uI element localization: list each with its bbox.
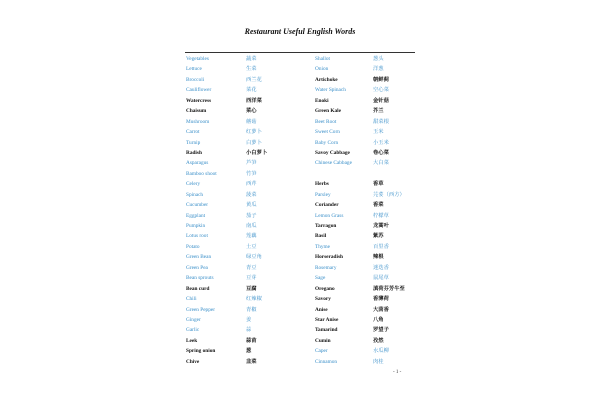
chinese-word: 大茴香	[373, 306, 389, 313]
chinese-word: 蒜	[246, 327, 252, 334]
chinese-word: 朝鲜蓟	[373, 76, 389, 83]
chinese-word: 百里香	[373, 243, 389, 250]
english-word: Ginger	[186, 316, 201, 323]
chinese-word: 肉桂	[373, 358, 384, 365]
word-row	[186, 231, 306, 241]
word-row	[315, 148, 435, 158]
chinese-word: 青豆	[246, 264, 257, 271]
chinese-word: 土豆	[246, 243, 257, 250]
english-word: Broccoli	[186, 76, 205, 83]
word-row	[315, 54, 435, 64]
word-row	[186, 242, 306, 252]
word-row	[186, 158, 306, 168]
english-word: Eggplant	[186, 212, 206, 219]
english-word: Spinach	[186, 191, 204, 198]
word-row	[186, 106, 306, 116]
chinese-word: 青椒	[246, 306, 257, 313]
word-row	[186, 273, 306, 283]
chinese-word: 韭菜	[246, 358, 257, 365]
word-row	[186, 96, 306, 106]
chinese-word: 洋葱	[373, 66, 384, 73]
chinese-word: 小白萝卜	[246, 149, 268, 156]
word-row	[186, 357, 306, 367]
english-word: Mushroom	[186, 118, 210, 125]
chinese-word: 葱	[246, 348, 252, 355]
word-row	[186, 127, 306, 137]
chinese-word: 水瓜柳	[373, 348, 389, 355]
word-row	[186, 221, 306, 231]
english-word: Horseradish	[315, 254, 343, 261]
english-word: Bean curd	[186, 285, 210, 292]
english-word: Lemon Grass	[315, 212, 344, 219]
page-title: Restaurant Useful English Words	[244, 27, 356, 36]
english-word: Bean sprouts	[186, 275, 214, 282]
english-word: Shallot	[315, 56, 331, 62]
chinese-word: 茄子	[246, 212, 257, 219]
chinese-word: 菠菜	[246, 191, 257, 198]
english-word: Lotus root	[186, 233, 208, 240]
english-word: Lettuce	[186, 66, 202, 73]
page-number: - 1 -	[393, 370, 402, 375]
english-word: Celery	[186, 181, 201, 188]
chinese-word: 迷迭香	[373, 264, 389, 271]
chinese-word: 大白菜	[373, 160, 389, 167]
chinese-word: 南瓜	[246, 223, 257, 229]
word-row	[315, 221, 435, 231]
chinese-word: 生菜	[246, 66, 257, 73]
chinese-word: 辣根	[373, 254, 384, 261]
chinese-word: 香薄荷	[373, 296, 389, 303]
chinese-word: 香菜	[373, 202, 384, 209]
english-word: Chinese Cabbage	[315, 160, 352, 167]
english-word: Chaisum	[186, 108, 207, 115]
english-word: Coriander	[315, 202, 339, 209]
english-word: Sweet Corn	[315, 129, 340, 136]
english-word: Sage	[315, 275, 326, 282]
english-word: Garlic	[186, 327, 200, 334]
chinese-word: 黄瓜	[246, 202, 257, 209]
english-word: Herbs	[315, 181, 329, 188]
english-word: Anise	[315, 306, 328, 313]
word-row	[315, 158, 435, 168]
english-word: Onion	[315, 66, 329, 73]
english-word: Basil	[315, 233, 327, 240]
word-row	[315, 85, 435, 95]
chinese-word: 孜然	[373, 337, 384, 344]
word-row	[315, 190, 435, 200]
word-row	[186, 64, 306, 74]
english-word: Star Anise	[315, 316, 339, 323]
chinese-word: 罗望子	[373, 327, 389, 334]
left-word-column	[186, 54, 306, 367]
english-word: Baby Corn	[315, 139, 339, 146]
word-row	[315, 325, 435, 335]
word-row	[186, 85, 306, 95]
english-word: Potato	[186, 243, 200, 250]
chinese-word: 姜	[246, 316, 252, 323]
word-row	[315, 252, 435, 262]
english-word: Turnip	[186, 139, 201, 146]
word-row	[315, 96, 435, 106]
word-row	[315, 315, 435, 325]
chinese-word: 蒜苗	[246, 337, 257, 344]
chinese-word: 八角	[373, 316, 384, 323]
word-row	[186, 284, 306, 294]
word-row	[315, 231, 435, 241]
word-row	[315, 294, 435, 304]
word-row	[186, 263, 306, 273]
word-row	[315, 200, 435, 210]
english-word: Cumin	[315, 337, 331, 344]
chinese-word: 甜菜根	[373, 118, 389, 125]
chinese-word: 卷心菜	[373, 149, 389, 156]
word-row	[315, 284, 435, 294]
chinese-word: 豆芽	[246, 275, 257, 282]
word-row	[315, 75, 435, 85]
chinese-word: 空心菜	[373, 87, 389, 94]
chinese-word: 葱头	[373, 56, 384, 62]
english-word: Bamboo shoot	[186, 170, 217, 177]
chinese-word: 西芹	[246, 181, 257, 188]
word-row	[186, 315, 306, 325]
word-row	[186, 200, 306, 210]
word-row	[186, 325, 306, 335]
word-row	[315, 346, 435, 356]
word-row	[315, 273, 435, 283]
chinese-word: 玉米	[373, 129, 384, 136]
word-row	[186, 305, 306, 315]
chinese-word: 柠檬草	[373, 212, 389, 219]
chinese-word: 芦笋	[246, 160, 257, 167]
word-row	[186, 75, 306, 85]
chinese-word: 紫苏	[373, 233, 384, 240]
chinese-word: 龙蒿叶	[373, 223, 389, 229]
chinese-word: 莲藕	[246, 233, 257, 240]
english-word: Cucumber	[186, 202, 209, 209]
chinese-word: 西兰花	[246, 76, 262, 83]
word-row	[315, 242, 435, 252]
english-word: Cinnamon	[315, 358, 338, 365]
english-word: Vegetables	[186, 56, 209, 62]
word-row	[315, 263, 435, 273]
title-divider	[185, 52, 415, 53]
english-word: Green Pea	[186, 264, 208, 271]
english-word: Radish	[186, 149, 202, 156]
english-word: Carrot	[186, 129, 200, 136]
english-word: Green Pepper	[186, 306, 215, 313]
chinese-word: 西洋菜	[246, 97, 262, 104]
word-row	[315, 211, 435, 221]
english-word: Tamarind	[315, 327, 338, 334]
english-word: Parsley	[315, 191, 331, 198]
english-word: Enoki	[315, 97, 329, 104]
word-row	[186, 169, 306, 179]
english-word: Green Bean	[186, 254, 212, 261]
english-word: Watercress	[186, 97, 212, 104]
right-word-column	[315, 54, 435, 367]
chinese-word: 芥兰	[373, 108, 384, 115]
english-word: Oregano	[315, 285, 335, 292]
chinese-word: 绿豆角	[246, 254, 262, 261]
english-word: Tarragon	[315, 223, 337, 229]
chinese-word: 鼠尾草	[373, 275, 389, 282]
word-row	[315, 106, 435, 116]
chinese-word: 蘑菇	[246, 118, 257, 125]
chinese-word: 金针菇	[373, 97, 389, 104]
word-row	[315, 127, 435, 137]
word-row	[186, 336, 306, 346]
chinese-word: 蔬菜	[246, 56, 257, 62]
english-word: Spring onion	[186, 348, 216, 355]
chinese-word: 豆腐	[246, 285, 257, 292]
word-row	[315, 117, 435, 127]
english-word: Leek	[186, 337, 198, 344]
english-word: Caper	[315, 348, 328, 355]
english-word: Thyme	[315, 243, 331, 250]
english-word: Artichoke	[315, 76, 338, 83]
word-row	[315, 336, 435, 346]
english-word: Chili	[186, 296, 197, 303]
word-row	[186, 148, 306, 158]
english-word: Asparagus	[186, 160, 209, 167]
word-row	[186, 54, 306, 64]
word-row	[315, 169, 435, 179]
word-row	[186, 179, 306, 189]
chinese-word: 小玉米	[373, 139, 389, 146]
word-row	[315, 138, 435, 148]
word-row	[186, 346, 306, 356]
word-row	[315, 179, 435, 189]
chinese-word: 菜花	[246, 87, 257, 94]
chinese-word: 香草	[373, 181, 384, 188]
english-word: Chive	[186, 358, 200, 365]
english-word: Pumpkin	[186, 223, 206, 229]
english-word: Water Spinach	[315, 87, 346, 94]
chinese-word: 白萝卜	[246, 139, 262, 146]
word-row	[315, 357, 435, 367]
word-row	[315, 64, 435, 74]
word-row	[315, 305, 435, 315]
english-word: Rosemary	[315, 264, 337, 271]
english-word: Green Kale	[315, 108, 341, 115]
word-row	[186, 117, 306, 127]
word-row	[186, 294, 306, 304]
chinese-word: 红萝卜	[246, 129, 262, 136]
english-word: Cauliflower	[186, 87, 212, 94]
chinese-word: 菜心	[246, 108, 257, 115]
chinese-word: 竹笋	[246, 170, 257, 177]
english-word: Savory	[315, 296, 331, 303]
english-word: Savoy Cabbage	[315, 149, 350, 156]
word-row	[186, 138, 306, 148]
word-row	[186, 211, 306, 221]
word-row	[186, 190, 306, 200]
english-word: Beet Root	[315, 118, 337, 125]
word-row	[186, 252, 306, 262]
chinese-word: 红辣椒	[246, 296, 262, 303]
chinese-word: 滇荷芬芳牛至	[373, 285, 405, 292]
chinese-word: 芫荽（西方）	[373, 191, 405, 198]
